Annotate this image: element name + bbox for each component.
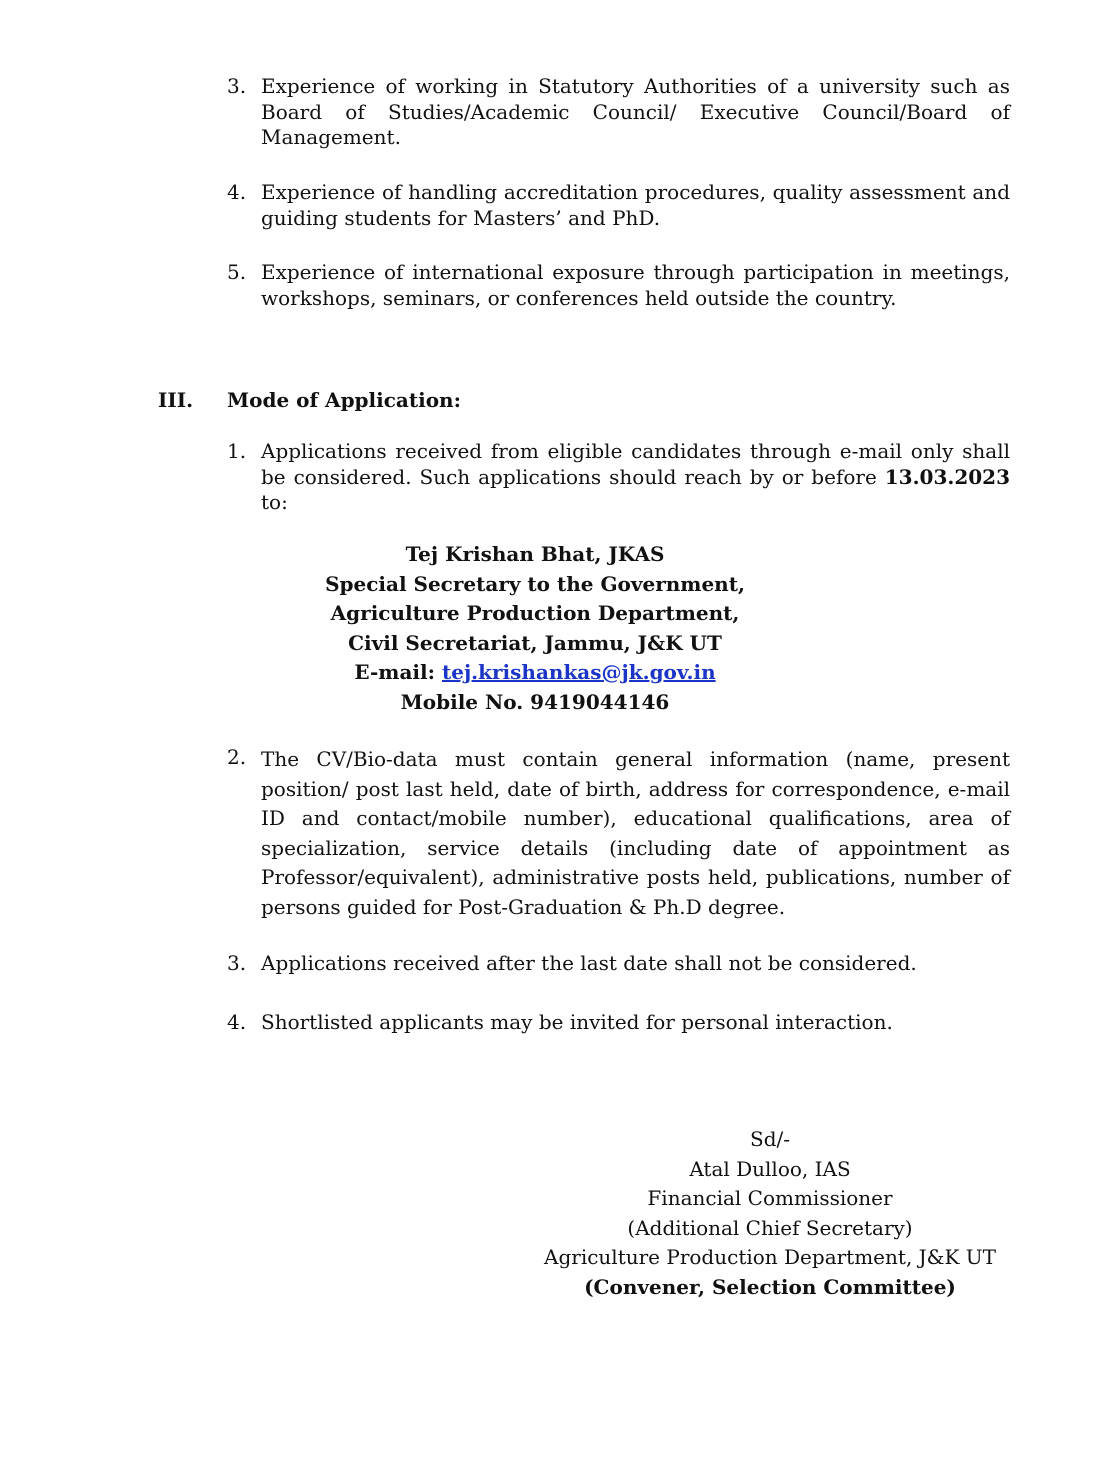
section-heading: Mode of Application: [227,388,461,412]
eligibility-item-4 [227,180,1010,231]
signature-block [520,1125,1020,1302]
eligibility-item-3 [227,74,1010,151]
application-item-2 [227,745,1010,922]
email-label: E-mail: [354,660,436,684]
contact-designation: Special Secretary to the Government, [325,571,745,596]
contact-location: Civil Secretariat, Jammu, J&K UT [348,630,722,655]
signatory-role: (Convener, Selection Committee) [584,1274,956,1299]
section-roman-numeral: III. [158,388,194,412]
item-text: Shortlisted applicants may be invited for personal interaction. [261,1010,893,1034]
email-link[interactable]: tej.krishankas@jk.gov.in [441,660,716,684]
item-text [261,439,1010,516]
item-number: 3. [227,951,247,975]
item-number: 4. [227,180,247,204]
item-text-after: to: [261,490,288,514]
contact-mobile: Mobile No. 9419044146 [400,689,670,714]
signatory-subtitle: (Additional Chief Secretary) [627,1215,913,1240]
signature-sd: Sd/- [750,1127,790,1151]
application-item-1 [227,439,1010,516]
item-number: 2. [227,745,247,769]
item-text: Experience of handling accreditation procedures, quality assessment and guiding students for Masters’ and PhD. [261,180,1010,230]
item-number: 3. [227,74,247,98]
contact-address-block [270,540,800,717]
application-item-4 [227,1010,1010,1036]
application-item-3 [227,951,1010,977]
deadline-date: 13.03.2023 [884,464,1010,489]
item-text: The CV/Bio-data must contain general information (name, present position/ post last held, date of birth, address for correspondence, e-mail ID and contact/mobile number), educational qualifications, area of specialization, service details (including date of appointment as Professor/equivalent), administrative posts held, publications, number of persons guided for Post-Graduation & Ph.D degree. [261,747,1010,919]
item-text: Experience of international exposure through participation in meetings, workshops, seminars, or conferences held outside the country. [261,260,1010,310]
signatory-department: Agriculture Production Department, J&K UT [544,1245,996,1269]
signatory-title: Financial Commissioner [647,1186,893,1210]
eligibility-item-5 [227,260,1010,311]
item-text: Experience of working in Statutory Authorities of a university such as Board of Studies/Academic Council/ Executive Council/Board of Management. [261,74,1010,149]
contact-email-line [270,658,800,688]
item-text-before: Applications received from eligible candidates through e-mail only shall be considered. Such applications should reach by or before [261,439,1010,489]
item-number: 5. [227,260,247,284]
item-number: 4. [227,1010,247,1034]
contact-name: Tej Krishan Bhat, JKAS [405,542,665,566]
item-number: 1. [227,439,247,463]
contact-department: Agriculture Production Department, [330,601,740,625]
item-text: Applications received after the last date shall not be considered. [261,951,917,975]
signatory-name: Atal Dulloo, IAS [689,1156,851,1181]
